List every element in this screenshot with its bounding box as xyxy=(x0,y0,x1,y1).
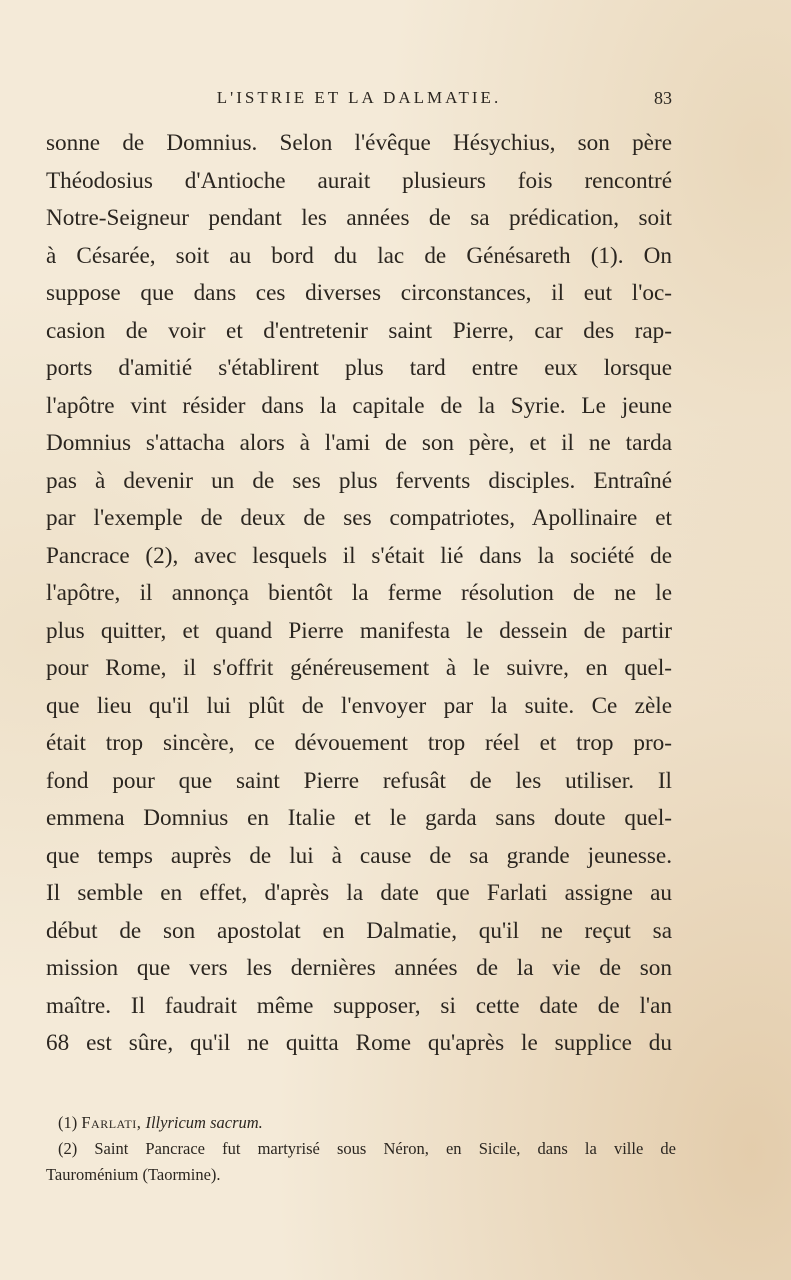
text-line: Pancrace (2), avec lesquels il s'était lié dans la société de xyxy=(46,542,672,569)
text-line: Il semble en effet, d'après la date que Farlati assigne au xyxy=(46,880,672,906)
footnote-1 xyxy=(46,1110,676,1136)
text-line: l'apôtre vint résider dans la capitale de la Syrie. Le jeune xyxy=(46,392,672,419)
text-line: à Césarée, soit au bord du lac de Génésareth (1). On xyxy=(46,242,672,269)
text-line: ports d'amitié s'établirent plus tard entre eux lorsque xyxy=(46,355,672,381)
text-line: pour Rome, il s'offrit généreusement à le suivre, en quel- xyxy=(46,655,672,681)
footnote-marker: (1) xyxy=(58,1113,78,1132)
footnote-2-line-1: (2) Saint Pancrace fut martyrisé sous Néron, en Sicile, dans la ville de xyxy=(58,1139,676,1158)
running-title: L'ISTRIE ET LA DALMATIE. xyxy=(216,88,502,107)
text-line: début de son apostolat en Dalmatie, qu'il ne reçut sa xyxy=(46,917,672,944)
text-line: que temps auprès de lui à cause de sa grande jeunesse. xyxy=(46,842,672,869)
body-text xyxy=(46,125,672,1063)
text-line: Notre-Seigneur pendant les années de sa prédication, soit xyxy=(46,205,672,231)
footnote-work-title: Illyricum sacrum. xyxy=(145,1113,263,1132)
text-line: par l'exemple de deux de ses compatriotes, Apollinaire et xyxy=(46,505,672,531)
footnote-author: Farlati, xyxy=(81,1113,142,1132)
text-line: emmena Domnius en Italie et le garda sans doute quel- xyxy=(46,805,672,831)
text-line: fond pour que saint Pierre refusât de les utiliser. Il xyxy=(46,767,672,794)
text-line: mission que vers les dernières années de la vie de son xyxy=(46,955,672,981)
text-line: que lieu qu'il lui plût de l'envoyer par la suite. Ce zèle xyxy=(46,692,672,719)
text-line: maître. Il faudrait même supposer, si cette date de l'an xyxy=(46,992,672,1019)
text-line: Théodosius d'Antioche aurait plusieurs fois rencontré xyxy=(46,167,672,194)
page-number: 83 xyxy=(654,88,672,108)
text-line: sonne de Domnius. Selon l'évêque Hésychius, son père xyxy=(46,130,672,156)
text-line: pas à devenir un de ses plus fervents disciples. Entraîné xyxy=(46,467,672,494)
text-line: 68 est sûre, qu'il ne quitta Rome qu'après le supplice du xyxy=(46,1030,672,1056)
text-line: était trop sincère, ce dévouement trop réel et trop pro- xyxy=(46,730,672,756)
text-line: Domnius s'attacha alors à l'ami de son père, et il ne tarda xyxy=(46,430,672,456)
text-line: casion de voir et d'entretenir saint Pierre, car des rap- xyxy=(46,317,672,344)
footnote-2-line-2: Tauroménium (Taormine). xyxy=(46,1165,221,1184)
running-head xyxy=(46,86,672,114)
text-line: plus quitter, et quand Pierre manifesta le dessein de partir xyxy=(46,617,672,644)
footnotes xyxy=(46,1110,676,1188)
text-line: l'apôtre, il annonça bientôt la ferme résolution de ne le xyxy=(46,580,672,606)
text-line: suppose que dans ces diverses circonstances, il eut l'oc- xyxy=(46,280,672,306)
